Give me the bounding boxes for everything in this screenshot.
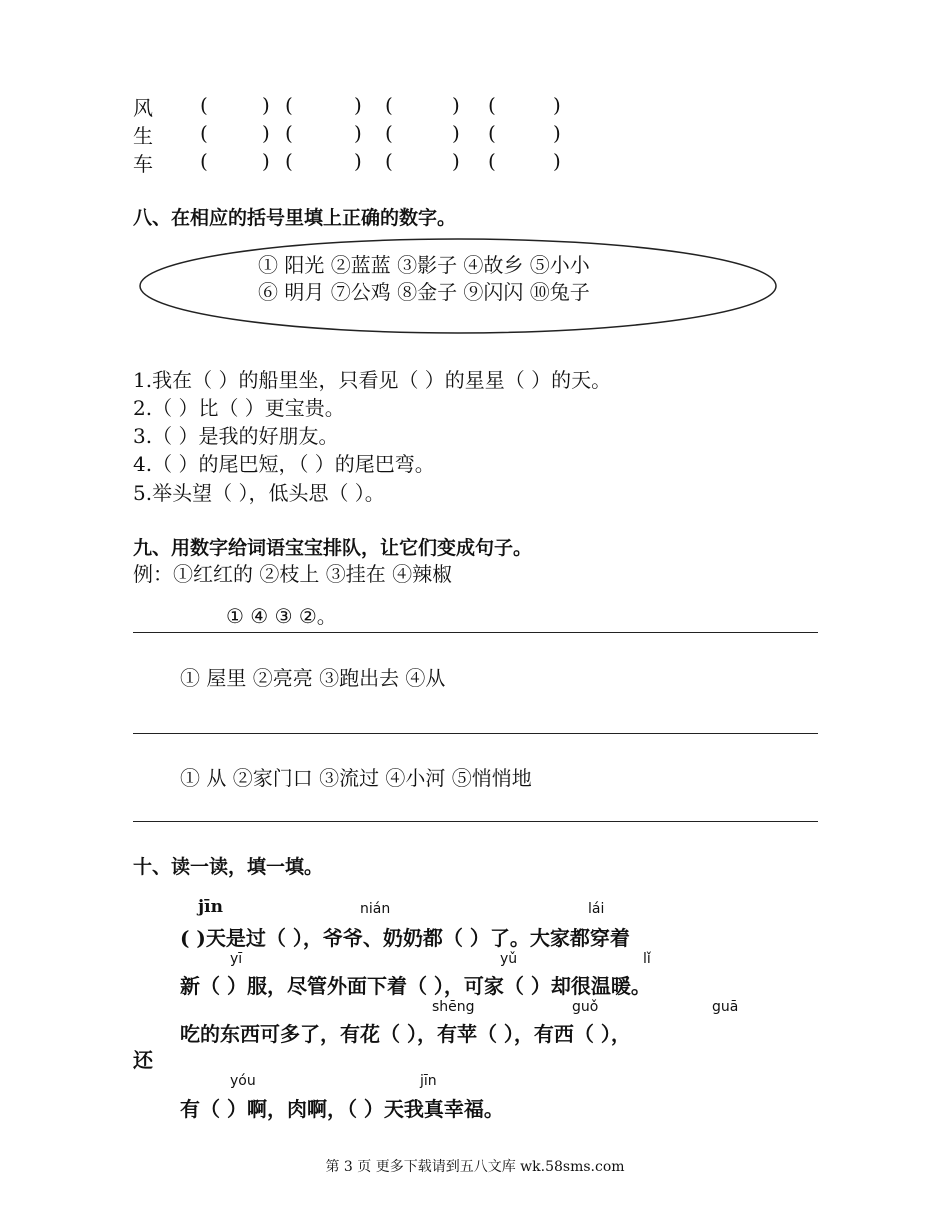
example-answer: ① ④ ③ ②。 bbox=[226, 604, 337, 628]
blank-close-paren: ) bbox=[452, 121, 460, 145]
word-bank-line: ① 阳光 ②蓝蓝 ③影子 ④故乡 ⑤小小 bbox=[258, 253, 590, 277]
passage-line: ( )天是过（ ），爷爷、奶奶都（ ）了。大家都穿着 bbox=[180, 926, 630, 950]
blank-close-paren: ) bbox=[262, 93, 270, 117]
section-title: 八、在相应的括号里填上正确的数字。 bbox=[133, 207, 457, 229]
blank-open-paren: ( bbox=[488, 149, 496, 173]
pinyin-label: guā bbox=[712, 999, 739, 1015]
blank-open-paren: ( bbox=[385, 121, 393, 145]
pinyin-label: jīn bbox=[198, 897, 223, 917]
blank-close-paren: ) bbox=[354, 149, 362, 173]
grid-row-char: 生 bbox=[133, 124, 153, 148]
blank-close-paren: ) bbox=[354, 93, 362, 117]
passage-line: 吃的东西可多了，有花（ ），有苹（ ），有西（ ）， bbox=[180, 1022, 631, 1046]
blank-open-paren: ( bbox=[200, 121, 208, 145]
blank-open-paren: ( bbox=[285, 149, 293, 173]
pinyin-label: shēng bbox=[432, 999, 475, 1015]
pinyin-label: yǔ bbox=[500, 951, 518, 967]
blank-open-paren: ( bbox=[285, 121, 293, 145]
blank-open-paren: ( bbox=[200, 93, 208, 117]
pinyin-label: yóu bbox=[230, 1073, 256, 1089]
question-line: 4.（ ）的尾巴短，（ ）的尾巴弯。 bbox=[133, 452, 435, 476]
question-line: 2.（ ）比（ ）更宝贵。 bbox=[133, 396, 345, 420]
question-line: 3.（ ）是我的好朋友。 bbox=[133, 424, 339, 448]
passage-line: 有（ ）啊，肉啊，（ ）天我真幸福。 bbox=[180, 1097, 504, 1121]
blank-open-paren: ( bbox=[488, 93, 496, 117]
blank-close-paren: ) bbox=[553, 149, 561, 173]
blank-close-paren: ) bbox=[452, 149, 460, 173]
blank-open-paren: ( bbox=[385, 149, 393, 173]
word-bank-line: ⑥ 明月 ⑦公鸡 ⑧金子 ⑨闪闪 ⑩兔子 bbox=[258, 280, 590, 304]
grid-row-char: 车 bbox=[133, 152, 153, 176]
blank-close-paren: ) bbox=[553, 93, 561, 117]
blank-close-paren: ) bbox=[262, 121, 270, 145]
answer-line[interactable] bbox=[133, 821, 818, 822]
pinyin-label: yī bbox=[230, 951, 243, 967]
pinyin-label: lái bbox=[588, 901, 605, 917]
grid-row-char: 风 bbox=[133, 96, 153, 120]
passage-line: 新（ ）服，尽管外面下着（ ），可家（ ）却很温暖。 bbox=[180, 974, 651, 998]
section-title: 九、用数字给词语宝宝排队，让它们变成句子。 bbox=[133, 537, 533, 559]
question-line: 5.举头望（ ），低头思（ ）。 bbox=[133, 481, 385, 505]
pinyin-label: lǐ bbox=[643, 951, 651, 967]
pinyin-label: guǒ bbox=[572, 999, 599, 1015]
blank-open-paren: ( bbox=[385, 93, 393, 117]
passage-line: 还 bbox=[133, 1048, 153, 1072]
blank-close-paren: ) bbox=[354, 121, 362, 145]
blank-open-paren: ( bbox=[285, 93, 293, 117]
pinyin-label: jīn bbox=[420, 1073, 437, 1089]
blank-close-paren: ) bbox=[262, 149, 270, 173]
blank-open-paren: ( bbox=[200, 149, 208, 173]
sort-item: ① 从 ②家门口 ③流过 ④小河 ⑤悄悄地 bbox=[180, 766, 532, 790]
answer-line[interactable] bbox=[133, 632, 818, 633]
blank-close-paren: ) bbox=[452, 93, 460, 117]
sort-item: ① 屋里 ②亮亮 ③跑出去 ④从 bbox=[180, 666, 446, 690]
section-title: 十、读一读，填一填。 bbox=[133, 856, 324, 878]
blank-close-paren: ) bbox=[553, 121, 561, 145]
page-footer: 第 3 页 更多下载请到五八文库 wk.58sms.com bbox=[325, 1159, 625, 1175]
answer-line[interactable] bbox=[133, 733, 818, 734]
question-line: 1.我在（ ）的船里坐，只看见（ ）的星星（ ）的天。 bbox=[133, 368, 612, 392]
blank-open-paren: ( bbox=[488, 121, 496, 145]
example-line: 例：①红红的 ②枝上 ③挂在 ④辣椒 bbox=[133, 562, 453, 586]
pinyin-label: nián bbox=[360, 901, 391, 917]
